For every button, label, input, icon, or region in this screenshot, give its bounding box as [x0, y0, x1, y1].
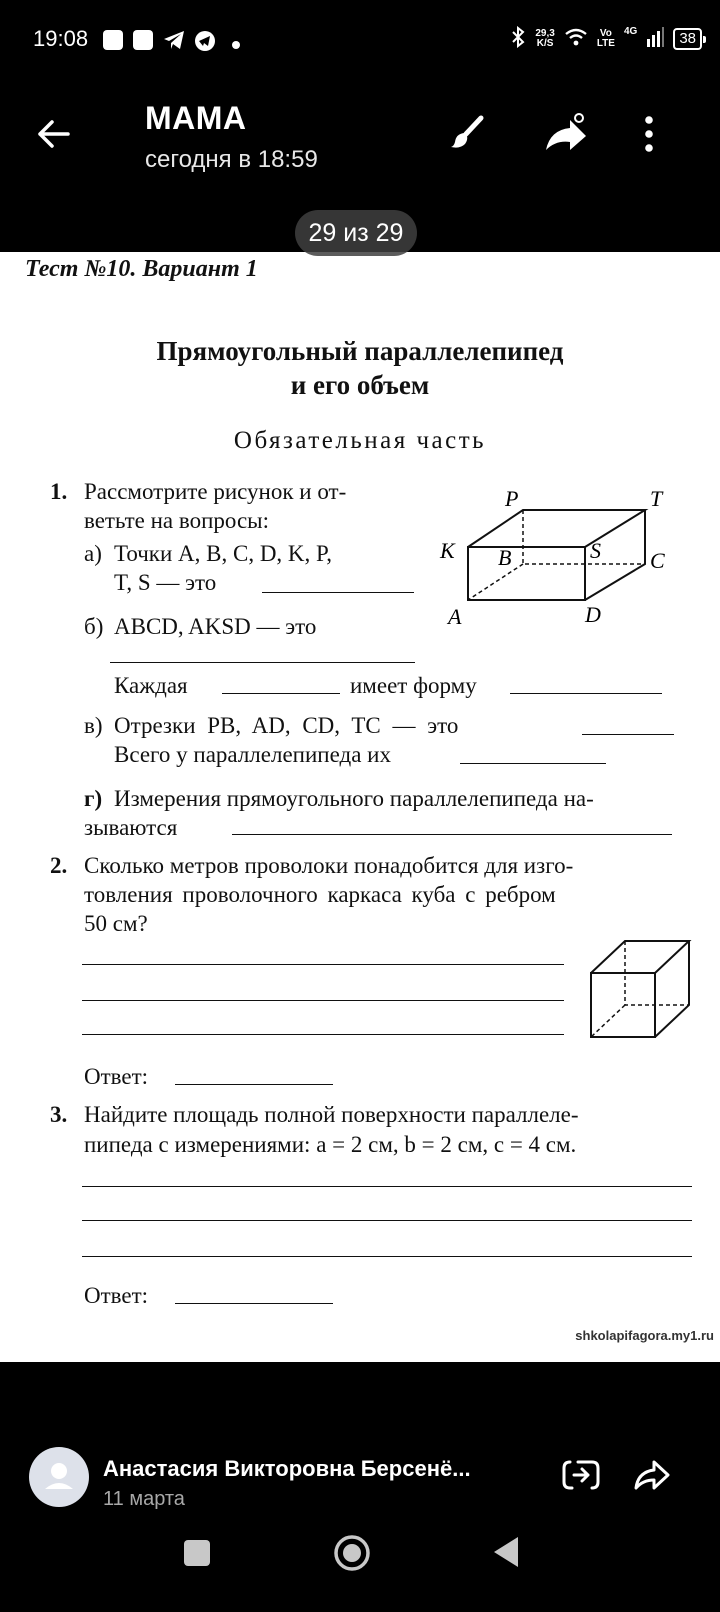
question-1a-label: а)	[84, 541, 102, 566]
question-2-answer-label: Ответ:	[84, 1064, 149, 1089]
vertex-label-p: P	[505, 486, 519, 511]
question-1b-each: Каждая	[114, 673, 188, 698]
question-1b-text: ABCD, AKSD — это	[114, 614, 317, 639]
vertex-label-a: A	[448, 604, 462, 629]
answer-line	[82, 1256, 692, 1257]
answer-line	[232, 834, 672, 835]
system-navigation-bar	[0, 1502, 720, 1612]
parallelepiped-figure	[430, 472, 680, 632]
image-counter: 29 из 29	[295, 210, 417, 256]
message-date: 11 марта	[103, 1488, 185, 1510]
share-icon	[542, 112, 590, 156]
network-speed: 29,3 K/S	[535, 28, 555, 49]
question-3-line2: пипеда с измерениями: a = 2 см, b = 2 см, c = 4 см.	[84, 1132, 577, 1157]
back-button[interactable]	[32, 112, 76, 156]
back-nav-button[interactable]	[490, 1530, 540, 1580]
more-notifications-icon	[232, 36, 240, 44]
worksheet-image[interactable]	[0, 252, 720, 1362]
forward-icon	[630, 1454, 674, 1498]
question-1a-line1: Точки A, B, C, D, K, P,	[114, 541, 333, 566]
section-title: Обязательная часть	[233, 427, 487, 454]
question-2-line2: товления проволочного каркаса куба с ребром	[84, 882, 556, 907]
answer-line	[82, 1186, 692, 1187]
question-1v-total: Всего у параллелепипеда их	[114, 742, 391, 767]
cube-figure	[588, 935, 698, 1045]
answer-line	[460, 763, 606, 764]
home-button[interactable]	[332, 1530, 382, 1580]
circle-icon	[332, 1533, 372, 1573]
question-1v-text: Отрезки PB, AD, CD, TC — это	[114, 713, 459, 738]
status-time: 19:08	[33, 26, 89, 51]
reply-button[interactable]	[560, 1454, 604, 1498]
viewer-top-bar	[0, 80, 720, 230]
vertex-label-s: S	[590, 538, 601, 563]
telegram-icon	[194, 30, 214, 50]
vertex-label-t: T	[650, 486, 663, 511]
forward-button[interactable]	[630, 1454, 674, 1498]
question-1-intro-line2: ветьте на вопросы:	[84, 508, 270, 533]
avatar[interactable]	[29, 1447, 89, 1507]
edit-button[interactable]	[448, 112, 492, 156]
square-icon	[182, 1538, 212, 1568]
notification-square-icon	[133, 30, 153, 50]
answer-line	[175, 1084, 333, 1085]
question-1g-line1: Измерения прямоугольного параллелепипеда на-	[114, 786, 594, 811]
question-1g-label: г)	[84, 786, 103, 811]
question-3-answer-label: Ответ:	[84, 1283, 149, 1308]
answer-line	[82, 1034, 564, 1035]
vertex-label-c: C	[650, 548, 665, 573]
more-options-button[interactable]	[634, 112, 664, 156]
vertex-label-k: K	[440, 538, 455, 563]
question-1b-label: б)	[84, 614, 104, 639]
question-2-line1: Сколько метров проволоки понадобится для изго-	[84, 853, 574, 878]
vertex-label-b: B	[498, 545, 512, 570]
question-2-line3: 50 см?	[84, 911, 148, 936]
answer-line	[82, 964, 564, 965]
vertex-label-d: D	[585, 602, 601, 627]
volte-indicator: Vo LTE	[596, 28, 615, 49]
watermark: shkolapifagora.my1.ru	[575, 1328, 714, 1343]
message-timestamp: сегодня в 18:59	[145, 146, 318, 173]
answer-line	[82, 1000, 564, 1001]
telegram-icon	[163, 30, 183, 50]
more-vertical-icon	[634, 112, 664, 156]
question-3-line1: Найдите площадь полной поверхности параллеле-	[84, 1102, 579, 1127]
answer-line	[222, 693, 340, 694]
question-1v-label: в)	[84, 713, 103, 738]
bluetooth-icon	[510, 26, 526, 53]
answer-line	[175, 1303, 333, 1304]
wifi-icon	[564, 27, 588, 52]
sender-name: Анастасия Викторовна Берсенё...	[103, 1456, 471, 1481]
question-1a-line2: T, S — это	[114, 570, 217, 595]
answer-line	[262, 592, 414, 593]
worksheet-heading-line1: Прямоугольный параллелепипед	[156, 336, 564, 366]
question-1g-line2: зываются	[84, 815, 178, 840]
share-button[interactable]	[542, 112, 586, 156]
question-1-number: 1.	[50, 479, 68, 504]
arrow-left-icon	[32, 112, 76, 156]
triangle-back-icon	[490, 1535, 520, 1569]
person-icon	[29, 1447, 89, 1507]
reply-icon	[560, 1454, 604, 1498]
answer-line	[582, 734, 674, 735]
question-1-intro-line1: Рассмотрите рисунок и от-	[84, 479, 347, 504]
status-bar	[0, 0, 720, 80]
network-type: 4G	[623, 26, 638, 37]
answer-line	[82, 1220, 692, 1221]
notification-square-icon	[103, 30, 123, 50]
question-3-number: 3.	[50, 1102, 68, 1127]
battery-indicator: 38	[673, 28, 702, 50]
test-label: Тест №10. Вариант 1	[25, 256, 258, 282]
chat-title: МАМА	[145, 100, 247, 136]
worksheet-heading-line2: и его объем	[290, 370, 430, 400]
recents-button[interactable]	[182, 1530, 232, 1580]
signal-icon	[646, 27, 664, 52]
answer-line	[110, 662, 415, 663]
question-1b-shape: имеет форму	[350, 673, 477, 698]
brush-icon	[448, 112, 488, 152]
question-2-number: 2.	[50, 853, 68, 878]
answer-line	[510, 693, 662, 694]
